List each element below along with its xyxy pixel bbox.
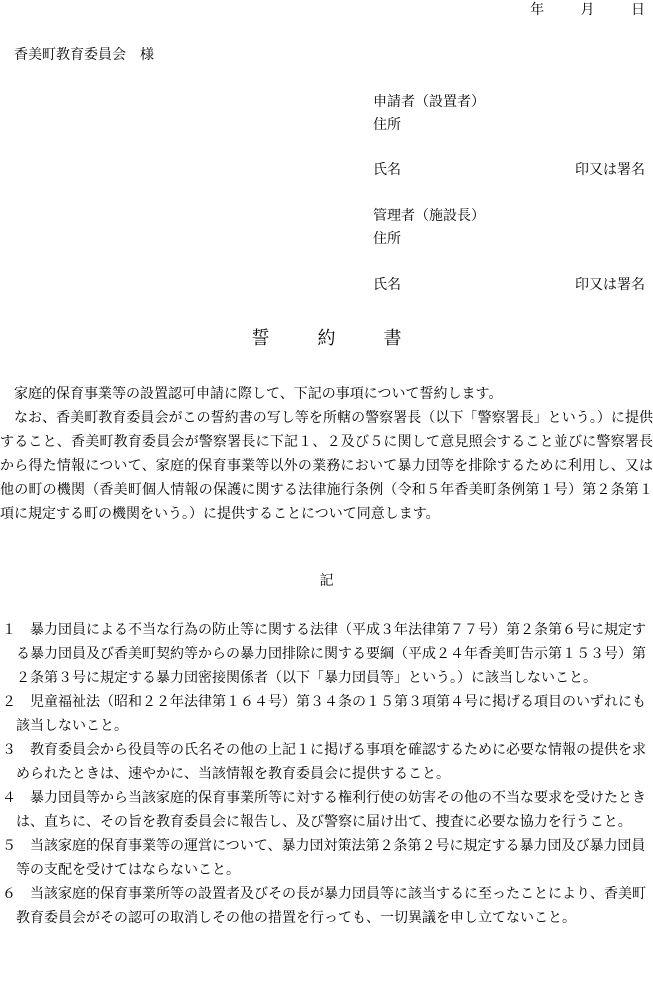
item-text: 当該家庭的保育事業所等の設置者及びその長が暴力団員等に該当するに至ったことにより、香美町教育委員会がその認可の取消しその他の措置を行っても、一切異議を申し立てないこと。 (16, 886, 646, 926)
applicant-name-label: 氏名 (373, 162, 401, 178)
intro-text (0, 382, 653, 526)
item-number: ３ (2, 742, 16, 758)
manager-name-label: 氏名 (373, 277, 401, 293)
applicant-address-label: 住所 (373, 117, 401, 133)
manager-label: 管理者（施設長） (373, 208, 485, 224)
item-text: 当該家庭的保育事業等の運営について、暴力団対策法第２条第２号に規定する暴力団及び暴力団員等の支配を受けてはならないこと。 (16, 838, 646, 878)
pledge-items (0, 618, 653, 930)
title-char-1: 誓 (251, 328, 270, 349)
date-month: 月 (580, 2, 595, 18)
pledge-item (0, 786, 653, 834)
date-line (498, 0, 645, 20)
item-number: １ (2, 622, 16, 638)
item-number: ４ (2, 790, 16, 806)
intro-paragraph-1: 家庭的保育事業等の設置認可申請に際して、下記の事項について誓約します。 (14, 386, 503, 402)
date-year: 年 (530, 2, 545, 18)
document-title (0, 327, 653, 351)
addressee: 香美町教育委員会 様 (14, 47, 154, 63)
item-text: 教育委員会から役員等の氏名その他の上記１に掲げる事項を確認するために必要な情報の提供を求められたときは、速やかに、当該情報を教育委員会に提供すること。 (16, 742, 646, 782)
pledge-item (0, 738, 653, 786)
date-day: 日 (631, 2, 645, 18)
item-text: 暴力団員による不当な行為の防止等に関する法律（平成３年法律第７７号）第２条第６号に規定する暴力団員及び香美町契約等からの暴力団排除に関する要綱（平成２４年香美町告示第１５３号）第２条第３号に規定する暴力団密接関係者（以下「暴力団員等」という。）に該当しないこと。 (16, 622, 646, 686)
item-number: ６ (2, 886, 16, 902)
ki-heading: 記 (319, 573, 334, 589)
title-char-3: 書 (383, 328, 402, 349)
pledge-item (0, 882, 653, 930)
pledge-item (0, 690, 653, 738)
manager-address-label: 住所 (373, 231, 401, 247)
applicant-label: 申請者（設置者） (373, 94, 485, 110)
item-number: ２ (2, 694, 16, 710)
item-number: ５ (2, 838, 16, 854)
item-text: 暴力団員等から当該家庭的保育事業所等に対する権利行使の妨害その他の不当な要求を受けたときは、直ちに、その旨を教育委員会に報告し、及び警察に届け出て、捜査に必要な協力を行うこと。 (16, 790, 646, 830)
pledge-item (0, 618, 653, 690)
item-text: 児童福祉法（昭和２２年法律第１６４号）第３４条の１５第３項第４号に掲げる項目のいずれにも該当しないこと。 (16, 694, 646, 734)
applicant-seal-label: 印又は署名 (575, 162, 645, 178)
pledge-item (0, 834, 653, 882)
intro-paragraph-2: なお、香美町教育委員会がこの誓約書の写し等を所轄の警察署長（以下「警察署長」という。）に提供すること、香美町教育委員会が警察署長に下記１、２及び５に関して意見照会すること並びに警察署長から得た情報について、家庭的保育事業等以外の業務において暴力団等を排除するために利用し、又は他の町の機関（香美町個人情報の保護に関する法律施行条例（令和５年香美町条例第１号）第２条第１項に規定する町の機関をいう。）に提供することについて同意します。 (0, 410, 653, 522)
manager-seal-label: 印又は署名 (575, 277, 645, 293)
title-char-2: 約 (317, 328, 336, 349)
